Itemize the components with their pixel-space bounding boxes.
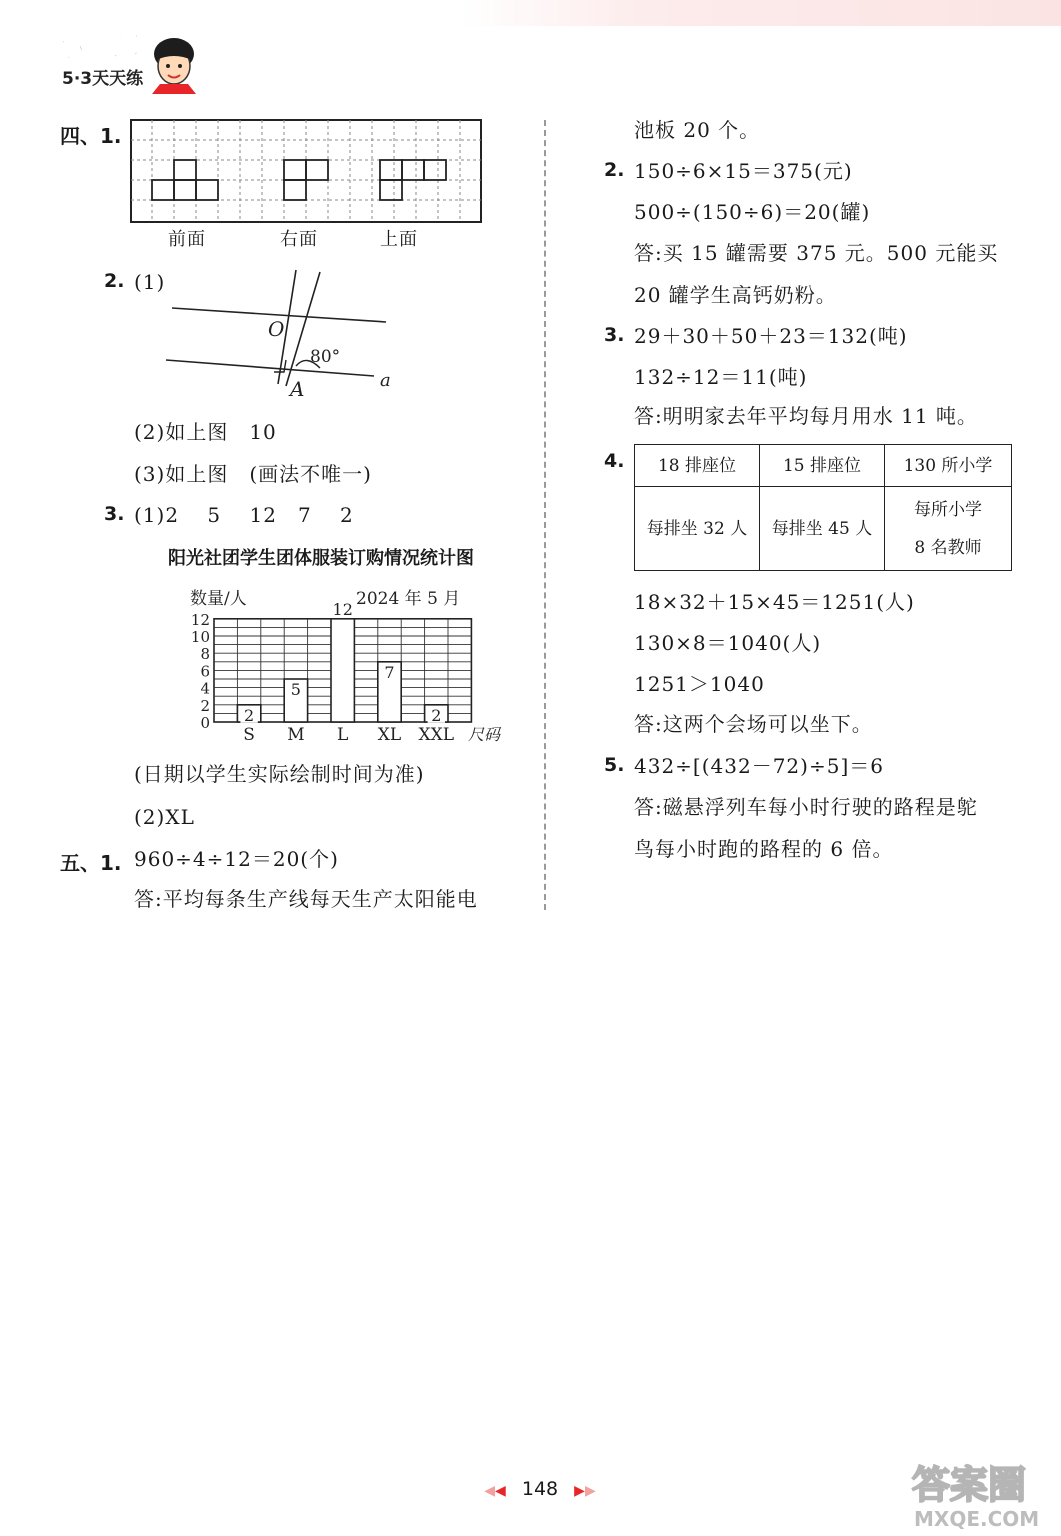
chart-bar bbox=[331, 619, 354, 722]
table-cell: 每排坐 45 人 bbox=[760, 487, 885, 571]
r-q5-answer2: 鸟每小时跑的路程的 6 倍。 bbox=[634, 837, 894, 861]
q3-label: 3. bbox=[104, 503, 125, 525]
chart-title: 阳光社团学生团体服装订购情况统计图 bbox=[168, 548, 474, 569]
logo bbox=[52, 22, 202, 94]
view-label-front: 前面 bbox=[168, 229, 206, 250]
watermark-text: 答案圈 bbox=[912, 1463, 1027, 1507]
r-q3-line2: 132÷12＝11(吨) bbox=[634, 365, 808, 389]
chart-y-label: 数量/人 bbox=[190, 589, 247, 609]
chart-x-label: 尺码 bbox=[468, 725, 501, 744]
table-cell: 18 排座位 bbox=[635, 445, 760, 487]
line-a-label: a bbox=[380, 370, 391, 391]
chart-y-tick: 0 bbox=[200, 714, 210, 732]
boy-mascot-icon bbox=[152, 38, 196, 94]
three-views-grid bbox=[130, 118, 485, 228]
r-q2-label: 2. bbox=[604, 159, 625, 181]
chart-y-tick: 2 bbox=[200, 696, 210, 715]
table-cell: 130 所小学 bbox=[885, 445, 1012, 487]
series-text: 5·3天天练 bbox=[62, 69, 144, 89]
r-q4-line3: 1251＞1040 bbox=[634, 672, 765, 696]
chart-y-tick: 6 bbox=[200, 662, 210, 681]
r-q2-line1: 150÷6×15＝375(元) bbox=[634, 159, 853, 183]
q2-label: 2. bbox=[104, 270, 125, 292]
r-q2-answer2: 20 罐学生高钙奶粉。 bbox=[634, 283, 837, 307]
chart-x-tick: M bbox=[287, 725, 305, 745]
r-q4-line2: 130×8＝1040(人) bbox=[634, 631, 822, 655]
r-q5-line1: 432÷[(432－72)÷5]＝6 bbox=[634, 754, 884, 778]
r-q4-answer: 答:这两个会场可以坐下。 bbox=[634, 712, 873, 736]
q2-part3: (3)如上图 (画法不唯一) bbox=[134, 462, 372, 486]
r-q3-answer: 答:明明家去年平均每月用水 11 吨。 bbox=[634, 404, 978, 428]
point-o-label: O bbox=[268, 317, 285, 341]
q2-part2: (2)如上图 10 bbox=[134, 420, 277, 444]
table-cell-line: 8 名教师 bbox=[914, 537, 982, 558]
watermark bbox=[900, 1452, 1055, 1532]
view-label-top: 上面 bbox=[380, 229, 418, 250]
header-band bbox=[460, 0, 1061, 26]
r-q5-label: 5. bbox=[604, 754, 625, 776]
chart-y-tick: 12 bbox=[190, 610, 210, 629]
logo-text: 小儿郎 bbox=[56, 30, 141, 63]
view-label-right: 右面 bbox=[280, 229, 318, 250]
section-4-label: 四、1. bbox=[60, 124, 122, 148]
angle-label: 80° bbox=[310, 347, 341, 367]
q2-part1: (1) bbox=[134, 270, 166, 294]
r-q4-line1: 18×32＋15×45＝1251(人) bbox=[634, 590, 915, 614]
bar-chart bbox=[186, 582, 516, 748]
prev-arrows-icon: ◀ bbox=[495, 1483, 506, 1499]
chart-data-label: 7 bbox=[384, 662, 395, 682]
r-q3-line1: 29＋30＋50＋23＝132(吨) bbox=[634, 324, 908, 348]
next-arrows-icon: ▶ bbox=[574, 1483, 585, 1499]
chart-data-label: 5 bbox=[290, 680, 301, 699]
r-q5-answer1: 答:磁悬浮列车每小时行驶的路程是鸵 bbox=[634, 795, 978, 819]
q3-part1: (1)2 5 12 7 2 bbox=[134, 503, 354, 527]
watermark-url: MXQE.COM bbox=[914, 1507, 1040, 1531]
s5-q1-answer: 答:平均每条生产线每天生产太阳能电 bbox=[134, 887, 478, 911]
page-number: 148 bbox=[521, 1478, 559, 1500]
chart-subtitle: 2024 年 5 月 bbox=[356, 589, 461, 609]
page-footer bbox=[470, 1478, 610, 1500]
chart-x-tick: XL bbox=[377, 725, 402, 745]
chart-x-tick: L bbox=[337, 725, 349, 745]
parallel-lines-figure bbox=[160, 262, 400, 402]
q3-part2: (2)XL bbox=[134, 805, 195, 829]
r-q2-answer1: 答:买 15 罐需要 375 元。500 元能买 bbox=[634, 241, 999, 265]
chart-x-tick: XXL bbox=[418, 725, 455, 745]
point-a-label: A bbox=[290, 377, 305, 401]
r-q3-label: 3. bbox=[604, 324, 625, 346]
s5-q1-equation: 960÷4÷12＝20(个) bbox=[134, 847, 339, 871]
chart-data-label: 2 bbox=[244, 705, 255, 725]
section-5-label: 五、1. bbox=[60, 851, 122, 875]
column-divider bbox=[544, 120, 546, 910]
chart-note: (日期以学生实际绘制时间为准) bbox=[134, 762, 425, 786]
chart-y-tick: 4 bbox=[200, 679, 210, 698]
prev-arrows-icon: ◀ bbox=[484, 1483, 496, 1499]
table-cell-line: 每所小学 bbox=[914, 499, 982, 520]
next-arrows-icon: ▶ bbox=[584, 1483, 596, 1499]
chart-x-tick: S bbox=[243, 725, 255, 745]
table-cell-multiline bbox=[885, 487, 1012, 571]
chart-data-label: 12 bbox=[332, 599, 353, 619]
chart-data-label: 2 bbox=[431, 705, 442, 725]
r-q4-label: 4. bbox=[604, 450, 625, 472]
s5-q1-answer-continued: 池板 20 个。 bbox=[634, 118, 761, 142]
table-cell: 每排坐 32 人 bbox=[635, 487, 760, 571]
table-cell: 15 排座位 bbox=[760, 445, 885, 487]
chart-y-tick: 10 bbox=[190, 628, 210, 646]
info-table bbox=[634, 444, 1012, 571]
r-q2-line2: 500÷(150÷6)＝20(罐) bbox=[634, 200, 871, 224]
chart-y-tick: 8 bbox=[200, 645, 210, 664]
